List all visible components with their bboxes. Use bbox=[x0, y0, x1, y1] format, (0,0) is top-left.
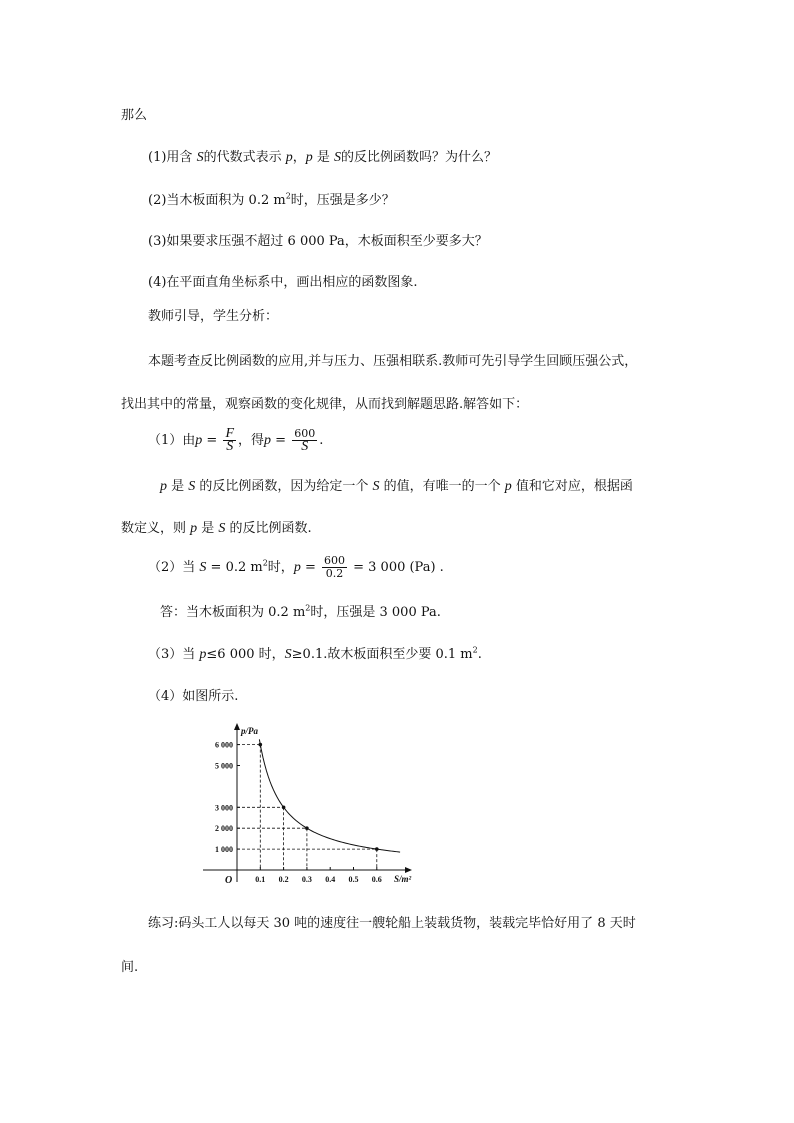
x-tick-label: 0.5 bbox=[348, 875, 359, 884]
y-tick-label: 1 000 bbox=[215, 845, 233, 855]
x-axis-arrow bbox=[405, 867, 412, 873]
superscript: 2 bbox=[262, 558, 268, 568]
q1-part: 的反比例函数吗？为什么？ bbox=[340, 150, 497, 165]
explain-part: 的反比例函数. bbox=[225, 521, 312, 536]
var-p: p bbox=[264, 433, 272, 448]
var-s: S bbox=[199, 560, 207, 575]
sol2-time: 时， bbox=[267, 560, 294, 575]
period: . bbox=[477, 647, 482, 662]
data-point bbox=[259, 743, 263, 747]
var-p: p bbox=[285, 150, 293, 165]
superscript: 2 bbox=[285, 191, 291, 201]
sol3-condition: ≤6 000 时， bbox=[206, 647, 285, 662]
data-point bbox=[282, 806, 286, 810]
question-1 bbox=[148, 150, 497, 166]
answer-line bbox=[160, 605, 441, 621]
var-s: S bbox=[284, 647, 292, 662]
x-axis-label: S/m² bbox=[394, 874, 412, 884]
exercise-line-2: 间. bbox=[121, 960, 139, 975]
fraction-numerator: 600 bbox=[323, 554, 345, 567]
sol2-result: = 3 000 (Pa) . bbox=[348, 560, 444, 575]
q4-text: (4)在平面直角坐标系中，画出相应的函数图象. bbox=[148, 275, 418, 290]
superscript: 2 bbox=[472, 645, 478, 655]
var-s: S bbox=[372, 479, 380, 494]
var-p: p bbox=[504, 479, 512, 494]
x-tick-label: 0.3 bbox=[301, 875, 312, 884]
y-axis-arrow bbox=[234, 723, 240, 730]
solution-3 bbox=[148, 647, 482, 663]
guide-text: 教师引导，学生分析： bbox=[148, 309, 279, 324]
y-tick-label: 3 000 bbox=[215, 803, 233, 813]
explain-line-2 bbox=[121, 521, 312, 537]
x-tick-label: 0.1 bbox=[255, 875, 266, 884]
fraction-600-over-0.2 bbox=[322, 555, 347, 580]
sol3-lead: （3）当 bbox=[148, 647, 200, 662]
q2-part: 时，压强是多少？ bbox=[290, 193, 395, 208]
sol2-lead: （2）当 bbox=[148, 560, 200, 575]
fraction-f-over-s bbox=[223, 428, 236, 453]
question-2 bbox=[148, 193, 395, 209]
answer-text: 答：当木板面积为 0.2 m bbox=[160, 605, 306, 620]
analysis-line-2: 找出其中的常量，观察函数的变化规律，从而找到解题思路.解答如下： bbox=[121, 397, 529, 412]
question-3 bbox=[148, 234, 488, 250]
solution-4: （4）如图所示. bbox=[148, 689, 239, 704]
fraction-numerator: F bbox=[225, 426, 235, 441]
superscript: 2 bbox=[305, 603, 311, 613]
y-axis-label: p/Pa bbox=[241, 726, 258, 736]
q2-part: (2)当木板面积为 0.2 m bbox=[148, 193, 286, 208]
x-tick-label: 0.4 bbox=[325, 875, 336, 884]
equals-sign: = bbox=[271, 433, 291, 448]
solution-2 bbox=[148, 553, 444, 583]
fraction-denominator: S bbox=[226, 439, 234, 454]
data-point bbox=[305, 826, 309, 830]
fraction-denominator: 0.2 bbox=[325, 567, 344, 580]
explain-part: 值和它对应，根据函 bbox=[511, 479, 633, 494]
fraction-numerator: 600 bbox=[294, 427, 316, 440]
answer-rest: 时，压强是 3 000 Pa. bbox=[310, 605, 441, 620]
var-s: S bbox=[196, 150, 204, 165]
q1-part: (1)用含 bbox=[148, 150, 197, 165]
q1-part: 是 bbox=[312, 150, 334, 165]
intro-text: 那么 bbox=[121, 108, 148, 123]
equals-sign: = bbox=[300, 560, 320, 575]
y-tick-label: 6 000 bbox=[215, 740, 233, 750]
var-p: p bbox=[190, 521, 198, 536]
question-4 bbox=[148, 275, 418, 291]
function-curve bbox=[259, 739, 400, 852]
var-p: p bbox=[293, 560, 301, 575]
inverse-proportion-chart bbox=[195, 720, 425, 890]
solution-1 bbox=[148, 426, 323, 456]
q1-part: ， bbox=[292, 150, 306, 165]
explain-part: 是 bbox=[197, 521, 219, 536]
exercise-line-1: 练习:码头工人以每天 30 吨的速度往一艘轮船上装载货物，装载完毕恰好用了 8 天时 bbox=[148, 916, 636, 931]
sol1-mid: ，得 bbox=[238, 433, 265, 448]
var-p: p bbox=[160, 479, 167, 494]
fraction-denominator: S bbox=[301, 439, 309, 454]
data-point bbox=[375, 847, 379, 851]
var-p: p bbox=[305, 150, 313, 165]
var-p: p bbox=[199, 647, 207, 662]
sol2-condition: = 0.2 m bbox=[206, 560, 263, 575]
explain-line-1 bbox=[160, 479, 633, 495]
y-tick-label: 2 000 bbox=[215, 824, 233, 834]
var-s: S bbox=[333, 150, 341, 165]
equals-sign: = bbox=[202, 433, 222, 448]
analysis-line-1: 本题考查反比例函数的应用,并与压力、压强相联系.教师可先引导学生回顾压强公式， bbox=[148, 354, 638, 369]
x-tick-label: 0.6 bbox=[371, 875, 382, 884]
explain-part: 的反比例函数，因为给定一个 bbox=[195, 479, 373, 494]
y-tick-label: 5 000 bbox=[215, 761, 233, 771]
explain-part: 数定义，则 bbox=[121, 521, 191, 536]
var-s: S bbox=[218, 521, 226, 536]
fraction-600-over-s bbox=[292, 428, 317, 453]
explain-part: 是 bbox=[167, 479, 189, 494]
x-tick-label: 0.2 bbox=[278, 875, 289, 884]
sol3-rest: ≥0.1.故木板面积至少要 0.1 m bbox=[291, 647, 473, 662]
origin-label: O bbox=[225, 875, 233, 886]
period: . bbox=[319, 433, 324, 448]
explain-part: 的值，有唯一的一个 bbox=[379, 479, 505, 494]
var-p: p bbox=[195, 433, 203, 448]
sol1-lead: （1）由 bbox=[148, 433, 196, 448]
var-s: S bbox=[188, 479, 196, 494]
q1-part: 的代数式表示 bbox=[203, 150, 286, 165]
q3-text: (3)如果要求压强不超过 6 000 Pa，木板面积至少要多大？ bbox=[148, 234, 488, 249]
